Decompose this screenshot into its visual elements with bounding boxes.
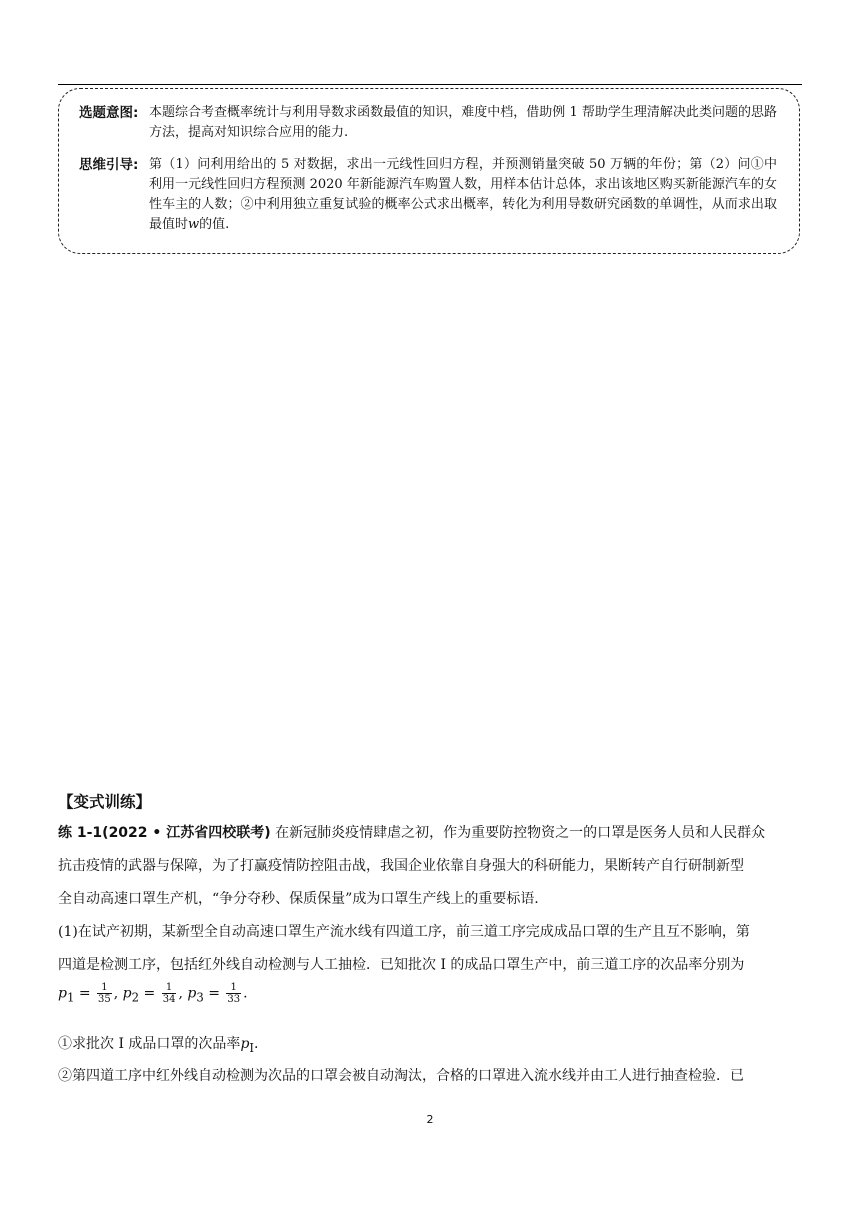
item-1-text: ①求批次 I 成品口罩的次品率: [58, 1036, 241, 1052]
defect-rate-formula: [58, 982, 248, 1005]
problem-source: 练 1-1(2022 • 江苏省四校联考): [58, 825, 271, 841]
page-number: 2: [426, 1113, 434, 1126]
var-p3: p: [187, 985, 197, 1002]
problem-line-1: [58, 822, 765, 842]
guide-text: 第（1）问利用给出的 5 对数据，求出一元线性回归方程，并预测销量突破 50 万辆的年份；第（2）问①中利用一元线性回归方程预测 2020 年新能源汽车购置人数，用样本估计总体，求出该地区购买新能源汽车的女性车主的人数；②中利用独立重复试验的概率公式求出概率，转化为利用导数研究函数的单调性，从而求出取最值时: [149, 157, 777, 232]
problem-line-5: 四道是检测工序，包括红外线自动检测与人工抽检．已知批次 I 的成品口罩生产中，前三道工序的次品率分别为: [58, 957, 745, 973]
problem-line-2: 抗击疫情的武器与保障，为了打赢疫情防控阻击战，我国企业依靠自身强大的科研能力，果断转产自行研制新型: [58, 858, 744, 874]
numerator-2: 1: [162, 982, 177, 994]
denominator-3: 33: [227, 994, 241, 1005]
var-p2: p: [122, 985, 132, 1002]
intent-row: [79, 103, 777, 143]
item-1-subscript: I: [249, 1040, 255, 1055]
denominator-2: 34: [162, 994, 176, 1005]
teaching-note-box: [58, 88, 800, 254]
intent-text: 本题综合考查概率统计与利用导数求函数最值的知识，难度中档，借助例 1 帮助学生理清解决此类问题的思路方法，提高对知识综合应用的能力.: [149, 105, 777, 140]
denominator-1: 35: [98, 994, 111, 1005]
separator-2: ,: [178, 985, 183, 1002]
fraction-1: [97, 982, 112, 1005]
question-item-2: ②第四道工序中红外线自动检测为次品的口罩会被自动淘汰，合格的口罩进入流水线并由工人进行抽查检验．已: [58, 1068, 744, 1084]
problem-line-1-text: 在新冠肺炎疫情肆虐之初，作为重要防控物资之一的口罩是医务人员和人民群众: [275, 825, 766, 841]
sub-2: 2: [131, 990, 140, 1005]
header-rule: [58, 84, 802, 85]
guide-tail: 的值.: [199, 217, 230, 232]
section-heading: 【变式训练】: [58, 793, 152, 811]
item-1-end: .: [254, 1036, 259, 1052]
sub-1: 1: [66, 990, 75, 1005]
numerator-3: 1: [226, 982, 241, 994]
var-p1: p: [58, 985, 67, 1002]
problem-line-3: 全自动高速口罩生产机，“争分夺秒、保质保量”成为口罩生产线上的重要标语.: [58, 891, 539, 907]
fraction-3: [226, 982, 241, 1005]
item-1-variable: p: [240, 1036, 250, 1052]
fraction-2: [162, 982, 177, 1005]
equals-2: =: [143, 985, 156, 1002]
numerator-1: 1: [97, 982, 112, 994]
question-item-1: [58, 1033, 258, 1055]
sub-3: 3: [196, 990, 204, 1005]
guide-text-block: [149, 155, 777, 235]
formula-end: .: [243, 985, 248, 1002]
equals-3: =: [208, 985, 220, 1002]
guide-variable: w: [188, 217, 200, 232]
guide-row: [79, 155, 777, 235]
problem-line-4: (1)在试产初期，某新型全自动高速口罩生产流水线有四道工序，前三道工序完成成品口罩的生产且互不影响，第: [58, 924, 750, 940]
guide-label: 思维引导:: [79, 157, 139, 173]
intent-label: 选题意图:: [79, 105, 139, 121]
equals-1: =: [78, 985, 91, 1002]
separator-1: ,: [113, 985, 119, 1002]
